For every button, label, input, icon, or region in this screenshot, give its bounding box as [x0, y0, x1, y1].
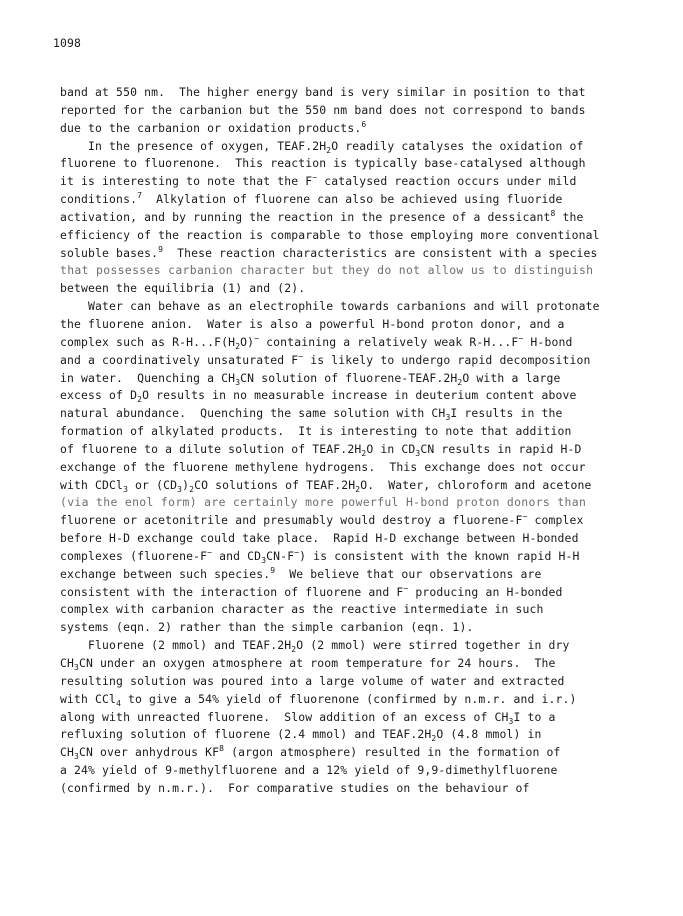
- subscript: 2: [355, 484, 361, 494]
- text-run: before H-D exchange could take place. Rapid H-D exchange between H-bonded: [60, 531, 579, 546]
- text-line: [60, 370, 660, 388]
- text-line: [60, 512, 660, 530]
- superscript: 7: [137, 191, 143, 201]
- text-run: a 24% yield of 9-methylfluorene and a 12% yield of 9,9-dimethylfluorene: [60, 763, 558, 778]
- superscript: 9: [158, 244, 164, 254]
- superscript: −: [207, 547, 213, 557]
- subscript: 3: [261, 555, 267, 565]
- text-line: [60, 423, 660, 441]
- text-run: exchange of the fluorene methylene hydrogens. This exchange does not occur: [60, 459, 586, 474]
- text-run: the fluorene anion. Water is also a powerful H-bond proton donor, and a: [60, 316, 565, 331]
- text-run: Fluorene (2 mmol) and TEAF.2H: [60, 638, 292, 653]
- text-run: CN over anhydrous KF: [78, 745, 220, 760]
- text-run: of fluorene to a dilute solution of TEAF.2H: [60, 441, 362, 456]
- text-line: [60, 619, 660, 637]
- text-run: band at 550 nm. The higher energy band is very similar in position to that: [60, 85, 586, 99]
- text-run: (via the enol form) are certainly more powerful H-bond proton donors than: [60, 495, 587, 510]
- superscript: 8: [219, 744, 225, 754]
- text-line: [60, 494, 660, 512]
- text-run: In the presence of oxygen, TEAF.2H: [60, 138, 327, 153]
- text-line: [60, 655, 660, 673]
- text-line: [60, 262, 660, 280]
- subscript: 2: [431, 734, 437, 744]
- text-run: activation, and by running the reaction in the presence of a dessicant: [60, 209, 551, 224]
- text-run: efficiency of the reaction is comparable to those employing more conventional: [60, 227, 600, 242]
- text-run: O results in no measurable increase in deuterium content above: [142, 388, 577, 403]
- text-line: [60, 334, 660, 352]
- text-run: excess of D: [60, 388, 138, 403]
- text-run: fluorene or acetonitrile and presumably would destroy a fluorene-F: [60, 513, 523, 528]
- text-run: systems (eqn. 2) rather than the simple carbanion (eqn. 1).: [60, 620, 474, 635]
- text-run: with CDCl: [60, 477, 124, 492]
- text-line: [60, 637, 660, 655]
- text-run: that possesses carbanion character but they do not allow us to distinguish: [60, 263, 594, 278]
- text-line: [60, 673, 660, 691]
- text-line: [60, 280, 660, 298]
- text-line: [60, 155, 660, 173]
- text-line: [60, 191, 660, 209]
- text-run: fluorene to fluorenone. This reaction is typically base-catalysed although: [60, 156, 586, 171]
- text-run: CH: [60, 745, 75, 760]
- text-run: Alkylation of fluorene can also be achieved using fluoride: [142, 192, 563, 207]
- text-run: or (CD: [128, 477, 178, 492]
- superscript: 8: [550, 208, 556, 218]
- text-run: ) is consistent with the known rapid H-H: [299, 548, 580, 563]
- text-run: and a coordinatively unsaturated F: [60, 352, 299, 367]
- text-run: the: [555, 209, 584, 224]
- text-run: complex: [527, 513, 584, 528]
- subscript: 3: [445, 413, 451, 423]
- text-line: [60, 548, 660, 566]
- text-line: [60, 387, 660, 405]
- subscript: 3: [74, 752, 79, 762]
- text-line: [60, 744, 660, 762]
- subscript: 3: [415, 448, 421, 458]
- text-run: We believe that our observations are: [275, 566, 542, 581]
- text-run: with CCl: [60, 691, 117, 706]
- text-line: [60, 709, 660, 727]
- text-run: consistent with the interaction of fluorene and F: [60, 584, 404, 599]
- text-run: producing an H-bonded: [408, 584, 563, 599]
- subscript: 2: [361, 448, 367, 458]
- subscript: 2: [137, 395, 143, 405]
- superscript: −: [254, 333, 260, 343]
- subscript: 2: [326, 145, 332, 155]
- text-line: [60, 459, 660, 477]
- text-run: O (2 mmol) were stirred together in dry: [296, 638, 570, 653]
- text-line: [60, 762, 660, 780]
- text-run: in water. Quenching a CH: [60, 370, 236, 385]
- text-run: CN solution of fluorene-TEAF.2H: [240, 370, 458, 385]
- subscript: 2: [291, 645, 297, 655]
- text-line: [60, 245, 660, 263]
- text-run: O with a large: [462, 370, 561, 385]
- text-run: O readily catalyses the oxidation of: [331, 138, 584, 153]
- text-run: O in CD: [366, 441, 416, 456]
- text-run: O): [240, 334, 255, 349]
- subscript: 2: [235, 341, 241, 351]
- superscript: −: [298, 351, 304, 361]
- text-line: [60, 173, 660, 191]
- text-run: complexes (fluorene-F: [60, 548, 208, 563]
- text-line: [60, 726, 660, 744]
- text-run: CN-F: [266, 548, 295, 563]
- text-line: [60, 530, 660, 548]
- text-line: [60, 138, 660, 156]
- text-run: I results in the: [450, 406, 563, 421]
- subscript: 3: [508, 716, 514, 726]
- text-run: complex with carbanion character as the reactive intermediate in such: [60, 602, 544, 617]
- text-line: [60, 352, 660, 370]
- text-run: O (4.8 mmol) in: [436, 727, 542, 742]
- text-line: [60, 84, 660, 102]
- subscript: 2: [189, 484, 195, 494]
- text-run: These reaction characteristics are consistent with a species: [163, 245, 598, 260]
- text-run: exchange between such species.: [60, 566, 271, 581]
- text-run: it is interesting to note that the F: [60, 174, 313, 189]
- superscript: −: [522, 512, 528, 522]
- text-run: along with unreacted fluorene. Slow addition of an excess of CH: [60, 709, 509, 724]
- page-number: 1098: [53, 36, 82, 50]
- text-line: [60, 405, 660, 423]
- text-line: [60, 102, 660, 120]
- text-run: conditions.: [60, 192, 138, 207]
- text-run: refluxing solution of fluorene (2.4 mmol) and TEAF.2H: [60, 727, 432, 742]
- text-run: ): [182, 477, 190, 492]
- text-run: CO solutions of TEAF.2H: [194, 477, 356, 492]
- text-run: Water can behave as an electrophile towards carbanions and will protonate: [60, 299, 600, 314]
- text-run: H-bond: [523, 334, 573, 349]
- text-line: [60, 584, 660, 602]
- body-text: [60, 84, 660, 798]
- text-line: [60, 566, 660, 584]
- subscript: 2: [457, 377, 463, 387]
- text-run: (argon atmosphere) resulted in the formation of: [224, 745, 561, 760]
- text-line: [60, 227, 660, 245]
- text-run: to give a 54% yield of fluorenone (confirmed by n.m.r. and i.r.): [121, 691, 577, 706]
- superscript: −: [312, 173, 318, 183]
- subscript: 3: [123, 484, 129, 494]
- text-run: natural abundance. Quenching the same solution with CH: [60, 406, 446, 421]
- text-line: [60, 316, 660, 334]
- text-run: formation of alkylated products. It is interesting to note that addition: [60, 424, 572, 439]
- subscript: 3: [235, 377, 241, 387]
- text-run: containing a relatively weak R-H...F: [259, 334, 519, 349]
- text-line: [60, 441, 660, 459]
- text-run: CH: [60, 656, 75, 670]
- subscript: 3: [177, 484, 183, 494]
- superscript: 6: [361, 119, 367, 129]
- text-run: between the equilibria (1) and (2).: [60, 281, 306, 296]
- text-run: catalysed reaction occurs under mild: [317, 174, 577, 189]
- text-run: soluble bases.: [60, 245, 159, 260]
- text-run: complex such as R-H...F(H: [60, 334, 236, 349]
- superscript: −: [403, 583, 409, 593]
- text-line: [60, 209, 660, 227]
- text-run: CN results in rapid H-D: [420, 441, 582, 456]
- subscript: 3: [74, 663, 79, 672]
- text-run: and CD: [212, 548, 262, 563]
- text-run: CN under an oxygen atmosphere at room temperature for 24 hours. The: [78, 656, 556, 670]
- text-line: [60, 477, 660, 495]
- text-line: [60, 601, 660, 619]
- text-run: O. Water, chloroform and acetone: [360, 477, 592, 492]
- subscript: 4: [116, 698, 122, 708]
- text-line: [60, 120, 660, 138]
- text-run: reported for the carbanion but the 550 nm band does not correspond to bands: [60, 102, 586, 117]
- text-line: [60, 298, 660, 316]
- superscript: −: [294, 547, 300, 557]
- text-run: due to the carbanion or oxidation products.: [60, 120, 362, 135]
- superscript: −: [518, 333, 524, 343]
- text-run: I to a: [513, 709, 556, 724]
- text-run: is likely to undergo rapid decomposition: [303, 352, 591, 367]
- text-line: [60, 780, 660, 798]
- text-line: [60, 691, 660, 709]
- superscript: 9: [270, 565, 276, 575]
- text-run: resulting solution was poured into a large volume of water and extracted: [60, 673, 565, 688]
- text-run: (confirmed by n.m.r.). For comparative studies on the behaviour of: [60, 780, 530, 795]
